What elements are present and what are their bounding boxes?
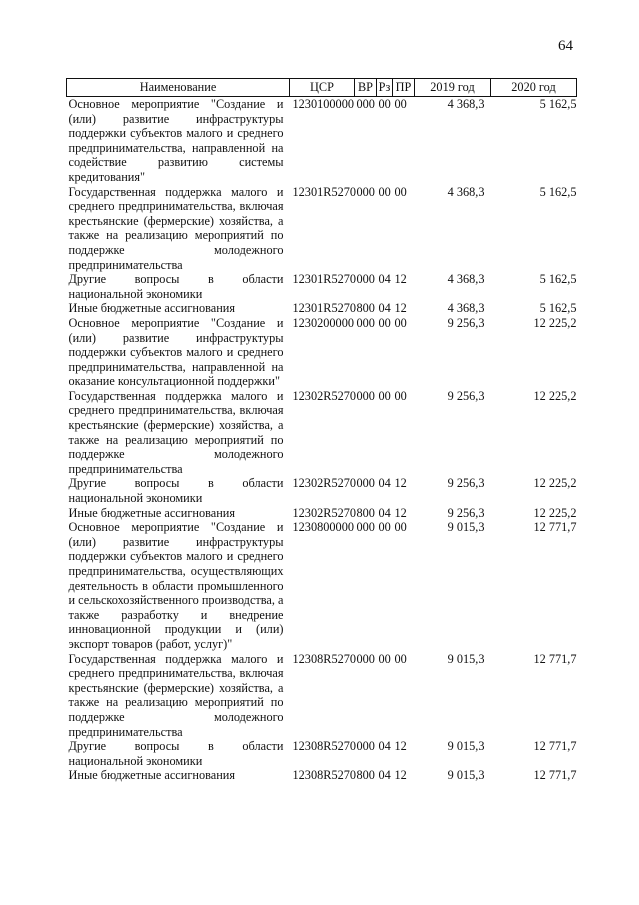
table-row bbox=[67, 97, 577, 185]
row-vr: 000 bbox=[356, 651, 375, 666]
row-rz: 04 bbox=[378, 272, 391, 287]
row-pr: 12 bbox=[394, 301, 407, 316]
row-2019: 9 015,3 bbox=[447, 651, 485, 666]
row-pr: 12 bbox=[394, 476, 407, 491]
row-pr: 00 bbox=[394, 184, 407, 199]
row-name: Иные бюджетные ассигнования bbox=[68, 768, 236, 783]
row-rz: 00 bbox=[378, 184, 391, 199]
table-body bbox=[67, 97, 577, 783]
table-row bbox=[67, 185, 577, 273]
row-vr: 800 bbox=[356, 505, 375, 520]
table-row bbox=[67, 768, 577, 783]
row-2020: 5 162,5 bbox=[539, 97, 577, 111]
row-name: Основное мероприятие "Создание и (или) развитие инфраструктуры поддержки субъектов малого и среднего предпринимательства, направленной на содействие развитию системы кредитования" bbox=[68, 97, 284, 184]
row-rz: 04 bbox=[378, 505, 391, 520]
row-2019: 9 015,3 bbox=[447, 768, 485, 783]
row-pr: 00 bbox=[394, 520, 407, 535]
table-row bbox=[67, 316, 577, 389]
row-rz: 00 bbox=[378, 388, 391, 403]
row-2019: 4 368,3 bbox=[447, 97, 485, 111]
header-name: Наименование bbox=[67, 79, 290, 97]
row-csr: 12301R5270 bbox=[292, 184, 357, 199]
header-pr: ПР bbox=[393, 79, 415, 97]
header-2019: 2019 год bbox=[415, 79, 491, 97]
header-rz: Рз bbox=[377, 79, 393, 97]
row-csr: 12301R5270 bbox=[292, 272, 357, 287]
row-vr: 000 bbox=[356, 388, 375, 403]
row-pr: 00 bbox=[394, 651, 407, 666]
row-2020: 12 225,2 bbox=[533, 388, 577, 403]
row-csr: 12302R5270 bbox=[292, 388, 357, 403]
row-rz: 00 bbox=[378, 520, 391, 535]
row-csr: 12302R5270 bbox=[292, 505, 357, 520]
row-pr: 12 bbox=[394, 739, 407, 754]
row-2020: 5 162,5 bbox=[539, 184, 577, 199]
row-name: Основное мероприятие "Создание и (или) развитие инфраструктуры поддержки субъектов малого и среднего предпринимательства, осуществляющих деятельность в области промышленного и сельскохозяйственного производства, а также разработку и внедрение инновационной продукции и (или) экспорт товаров (работ, услуг)" bbox=[68, 520, 284, 651]
row-rz: 04 bbox=[378, 476, 391, 491]
row-csr: 1230800000 bbox=[292, 520, 354, 535]
row-2020: 12 225,2 bbox=[533, 505, 577, 520]
row-2019: 9 015,3 bbox=[447, 739, 485, 754]
row-csr: 12302R5270 bbox=[292, 476, 357, 491]
row-name: Государственная поддержка малого и среднего предпринимательства, включая крестьянские (фермерские) хозяйства, а также на реализацию мероприятий по поддержке молодежного предпринимательства bbox=[68, 184, 284, 272]
row-csr: 12308R5270 bbox=[292, 768, 357, 783]
row-name: Иные бюджетные ассигнования bbox=[68, 301, 236, 316]
row-pr: 00 bbox=[394, 315, 407, 330]
budget-table bbox=[66, 78, 577, 783]
row-vr: 800 bbox=[356, 301, 375, 316]
table-row bbox=[67, 272, 577, 301]
row-csr: 12308R5270 bbox=[292, 739, 357, 754]
row-2020: 12 771,7 bbox=[533, 739, 577, 754]
table-row bbox=[67, 739, 577, 768]
header-vr: ВР bbox=[355, 79, 377, 97]
table-row bbox=[67, 389, 577, 477]
row-vr: 000 bbox=[356, 184, 375, 199]
row-rz: 04 bbox=[378, 768, 391, 783]
row-2020: 12 771,7 bbox=[533, 520, 577, 535]
row-2019: 9 256,3 bbox=[447, 476, 485, 491]
table-row bbox=[67, 476, 577, 505]
row-name: Основное мероприятие "Создание и (или) развитие инфраструктуры поддержки субъектов малого и среднего предпринимательства, направленной на оказание консультационной поддержки" bbox=[68, 315, 284, 389]
row-2019: 9 015,3 bbox=[447, 520, 485, 535]
row-2020: 12 225,2 bbox=[533, 315, 577, 330]
row-vr: 000 bbox=[356, 315, 375, 330]
row-rz: 04 bbox=[378, 739, 391, 754]
row-pr: 12 bbox=[394, 505, 407, 520]
row-vr: 800 bbox=[356, 768, 375, 783]
row-2019: 9 256,3 bbox=[447, 315, 485, 330]
row-vr: 000 bbox=[356, 272, 375, 287]
row-csr: 1230200000 bbox=[292, 315, 354, 330]
row-2020: 12 771,7 bbox=[533, 651, 577, 666]
row-vr: 000 bbox=[356, 739, 375, 754]
row-2019: 4 368,3 bbox=[447, 272, 485, 287]
row-vr: 000 bbox=[356, 520, 375, 535]
row-csr: 1230100000 bbox=[292, 97, 354, 111]
table-row bbox=[67, 652, 577, 740]
row-vr: 000 bbox=[356, 97, 375, 111]
row-2020: 12 225,2 bbox=[533, 476, 577, 491]
row-2020: 12 771,7 bbox=[533, 768, 577, 783]
table-row bbox=[67, 301, 577, 316]
row-name: Государственная поддержка малого и среднего предпринимательства, включая крестьянские (фермерские) хозяйства, а также на реализацию мероприятий по поддержке молодежного предпринимательства bbox=[68, 651, 284, 739]
row-name: Другие вопросы в области национальной экономики bbox=[68, 476, 284, 506]
row-pr: 00 bbox=[394, 97, 407, 111]
row-name: Другие вопросы в области национальной экономики bbox=[68, 272, 284, 301]
row-rz: 00 bbox=[378, 651, 391, 666]
row-2020: 5 162,5 bbox=[539, 301, 577, 316]
row-vr: 000 bbox=[356, 476, 375, 491]
row-2019: 9 256,3 bbox=[447, 505, 485, 520]
row-2019: 9 256,3 bbox=[447, 388, 485, 403]
table-row bbox=[67, 506, 577, 521]
table-header bbox=[67, 79, 577, 97]
row-csr: 12308R5270 bbox=[292, 651, 357, 666]
row-pr: 12 bbox=[394, 768, 407, 783]
row-2019: 4 368,3 bbox=[447, 184, 485, 199]
row-name: Другие вопросы в области национальной экономики bbox=[68, 739, 284, 768]
row-rz: 04 bbox=[378, 301, 391, 316]
row-rz: 00 bbox=[378, 97, 391, 111]
row-2019: 4 368,3 bbox=[447, 301, 485, 316]
page-number: 64 bbox=[558, 38, 573, 54]
row-name: Иные бюджетные ассигнования bbox=[68, 505, 236, 520]
row-pr: 00 bbox=[394, 388, 407, 403]
header-csr: ЦСР bbox=[290, 79, 355, 97]
row-csr: 12301R5270 bbox=[292, 301, 357, 316]
row-name: Государственная поддержка малого и среднего предпринимательства, включая крестьянские (фермерские) хозяйства, а также на реализацию мероприятий по поддержке молодежного предпринимательства bbox=[68, 388, 284, 476]
row-2020: 5 162,5 bbox=[539, 272, 577, 287]
table-row bbox=[67, 520, 577, 651]
row-pr: 12 bbox=[394, 272, 407, 287]
header-2020: 2020 год bbox=[491, 79, 577, 97]
row-rz: 00 bbox=[378, 315, 391, 330]
